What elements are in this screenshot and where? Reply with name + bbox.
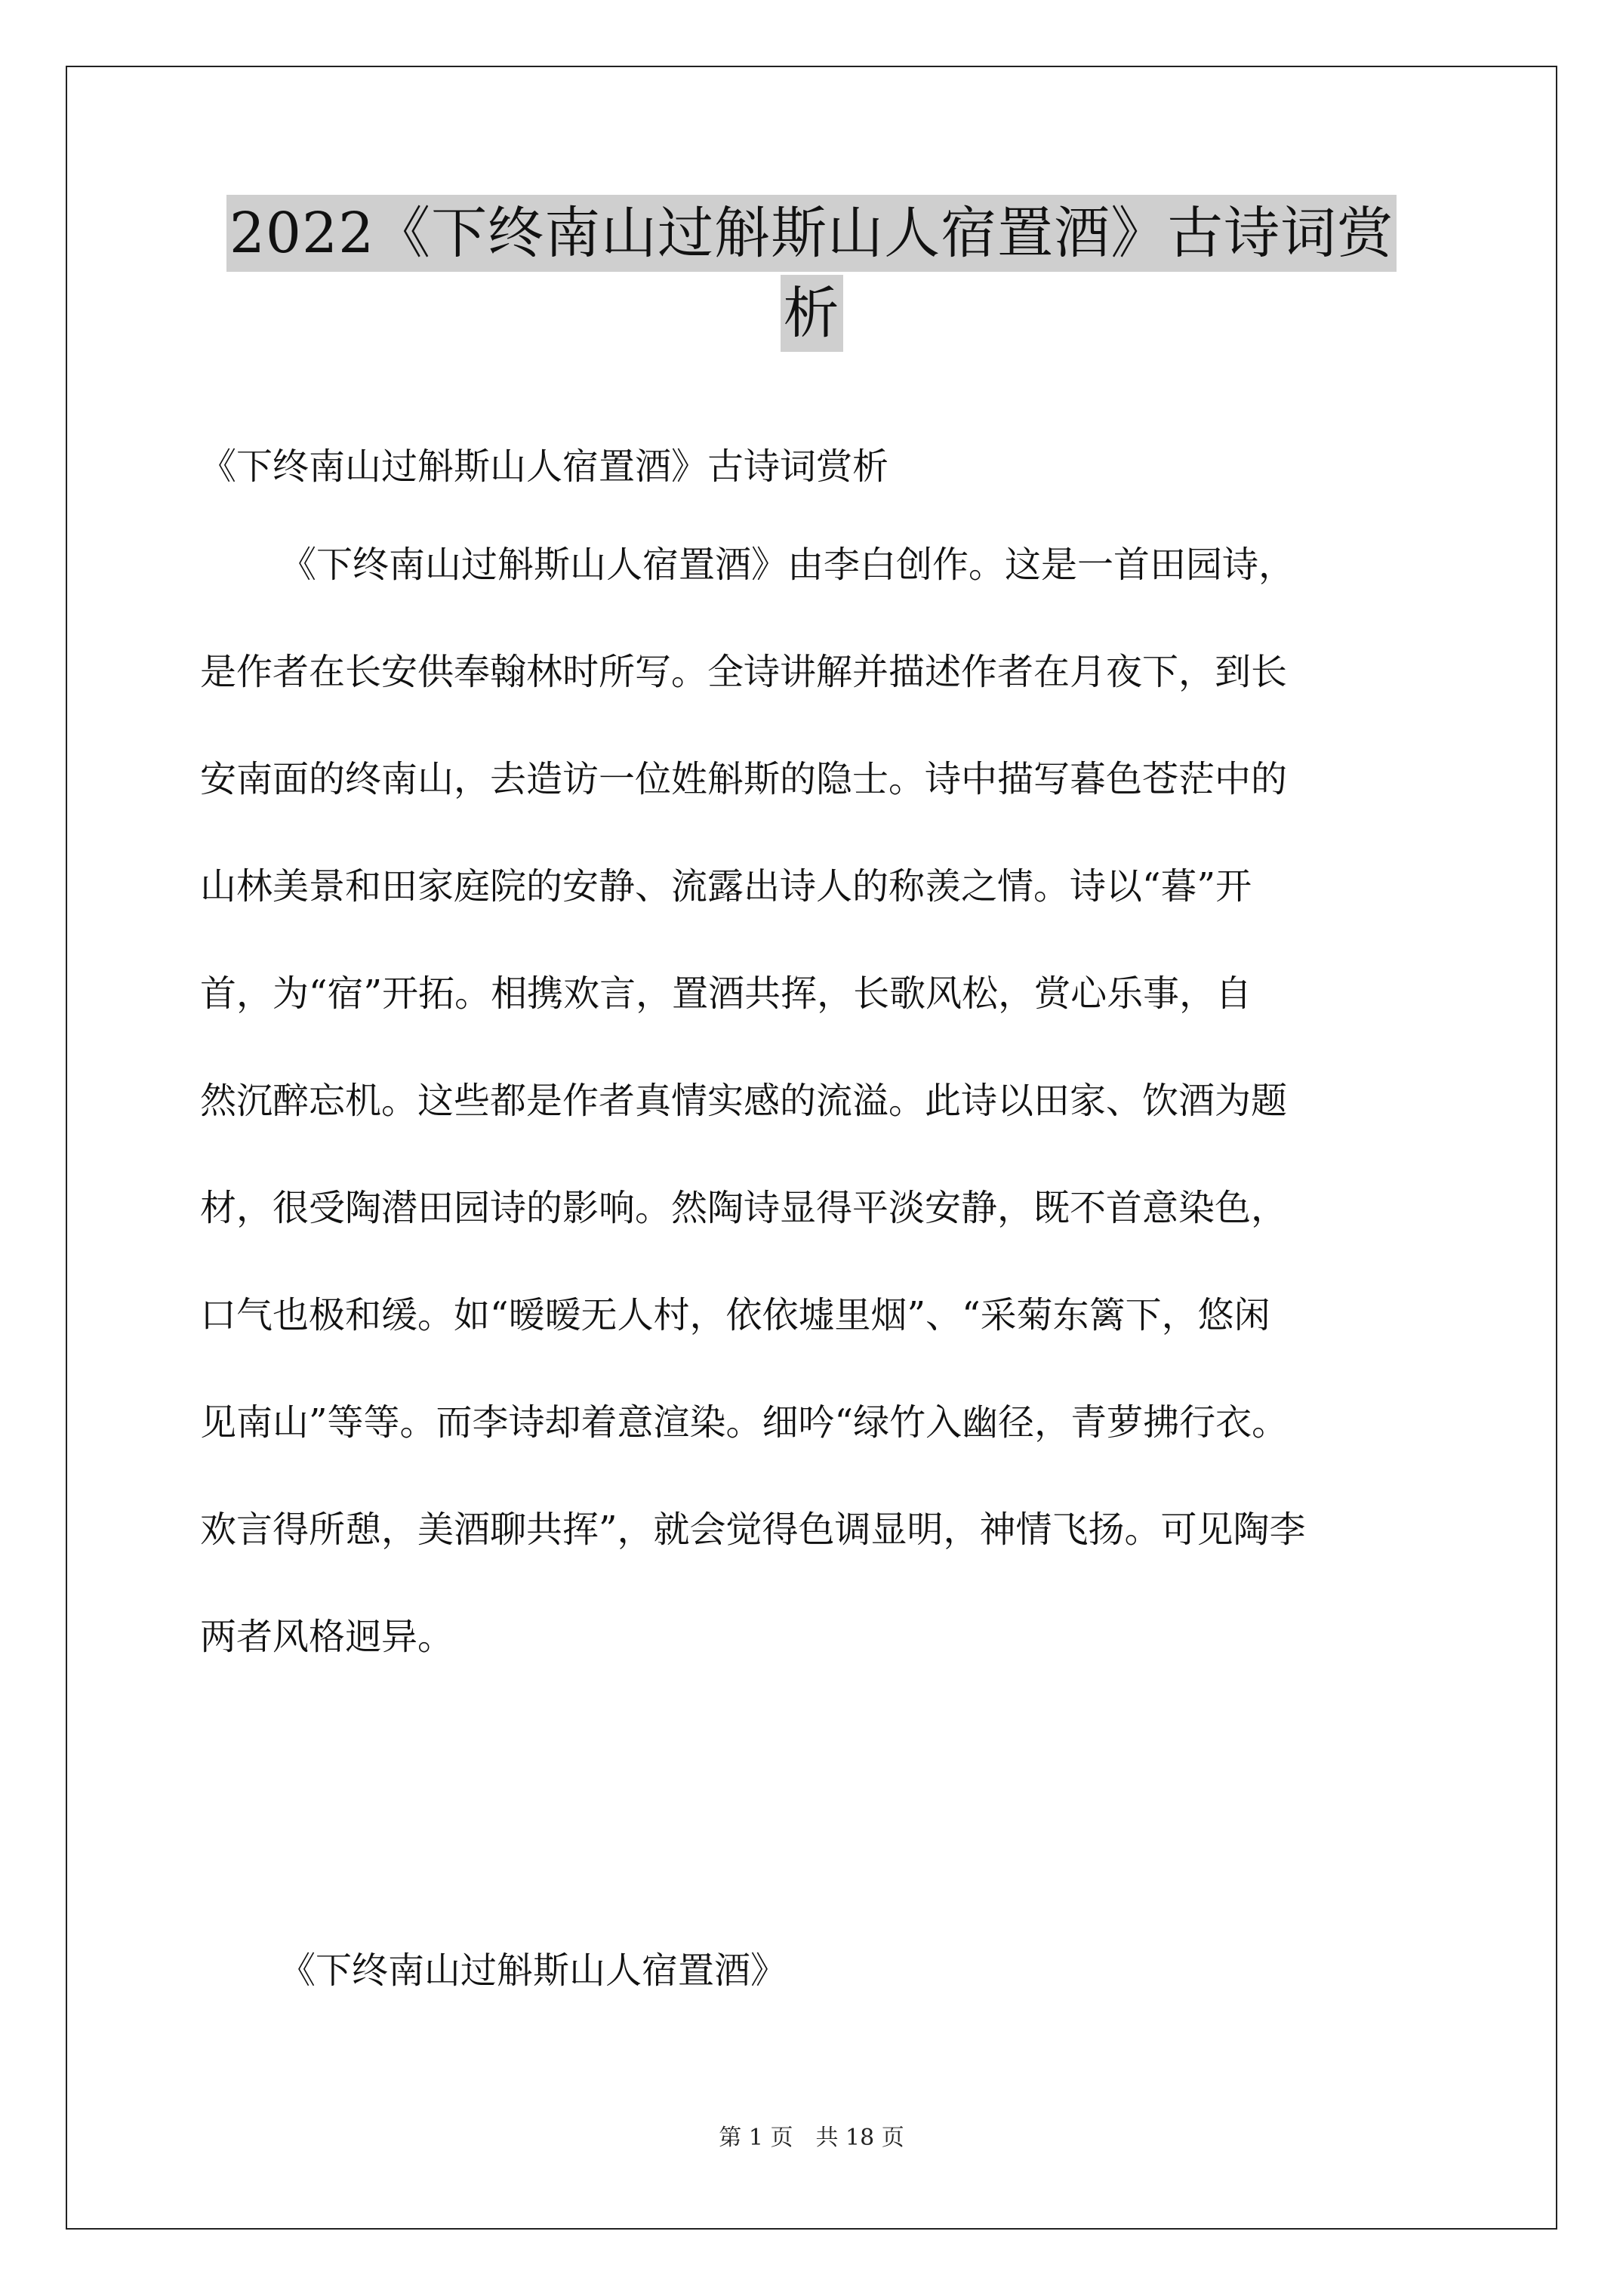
paragraph-line: 欢言得所憩，美酒聊共挥”，就会觉得色调显明，神情飞扬。可见陶李	[200, 1509, 1306, 1551]
paragraph-line: 材，很受陶潜田园诗的影响。然陶诗显得平淡安静，既不首意染色，	[200, 1187, 1288, 1229]
poem-title: 《下终南山过斛斯山人宿置酒》	[279, 1949, 787, 1992]
paragraph-line: 《下终南山过斛斯山人宿置酒》由李白创作。这是一首田园诗，	[280, 544, 1295, 586]
paragraph-line: 见南山”等等。而李诗却着意渲染。细吟“绿竹入幽径，青萝拂行衣。	[200, 1401, 1289, 1444]
paragraph-line: 两者风格迥异。	[200, 1616, 454, 1658]
paragraph-line: 首，为“宿”开拓。相携欢言，置酒共挥，长歌风松，赏心乐事，自	[200, 972, 1252, 1015]
title-line-2: 析	[781, 275, 843, 352]
paragraph-line: 然沉醉忘机。这些都是作者真情实感的流溢。此诗以田家、饮酒为题	[200, 1080, 1288, 1122]
document-title	[0, 195, 1623, 352]
body-paragraph	[200, 541, 1438, 1720]
title-line-1: 2022《下终南山过斛斯山人宿置酒》古诗词赏	[226, 195, 1397, 272]
paragraph-line: 山林美景和田家庭院的安静、流露出诗人的称羡之情。诗以“暮”开	[200, 865, 1252, 908]
paragraph-line: 安南面的终南山，去造访一位姓斛斯的隐士。诗中描写暮色苍茫中的	[200, 758, 1288, 800]
subheading: 《下终南山过斛斯山人宿置酒》古诗词赏析	[200, 445, 889, 488]
page-number-footer: 第 1 页 共 18 页	[719, 2125, 904, 2151]
paragraph-line: 口气也极和缓。如“暧暧无人村，依依墟里烟”、“采菊东篱下，悠闲	[200, 1294, 1270, 1336]
paragraph-line: 是作者在长安供奉翰林时所写。全诗讲解并描述作者在月夜下，到长	[200, 651, 1288, 693]
